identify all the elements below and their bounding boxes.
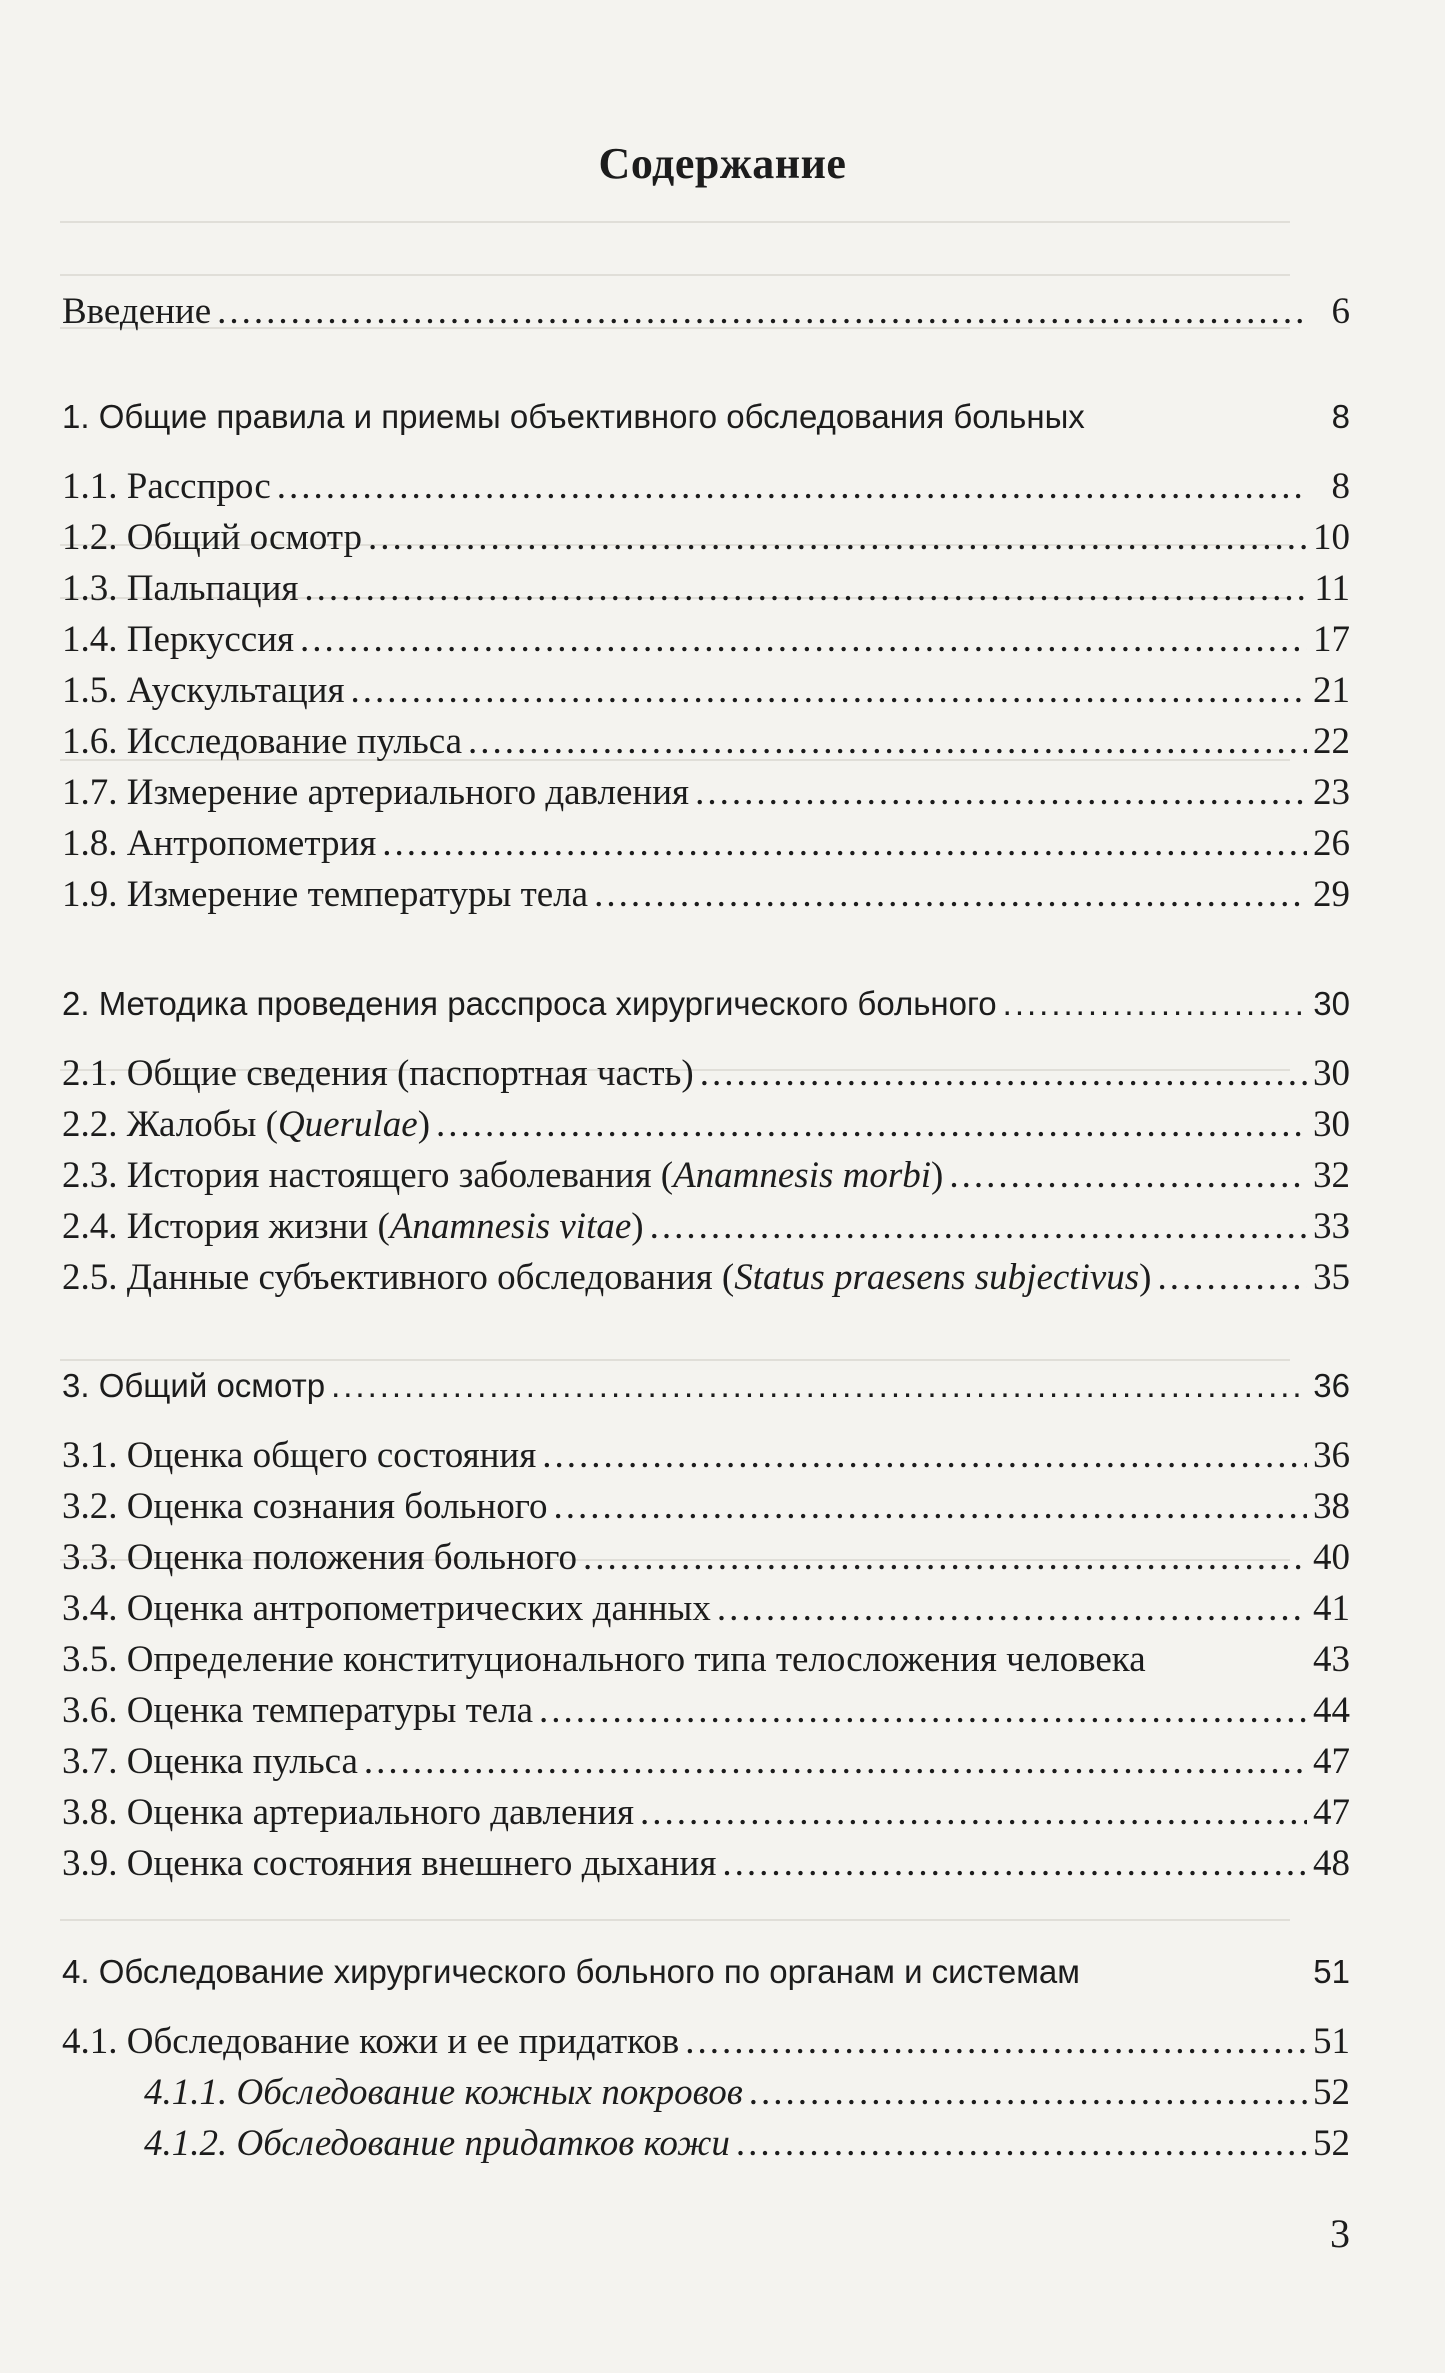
toc-entry-label-close: ) [931, 1155, 944, 1196]
dot-leader [300, 618, 1307, 661]
toc-entry-label-close: ) [1139, 1257, 1152, 1298]
toc-entry[interactable] [62, 1205, 1350, 1257]
dot-leader [350, 669, 1307, 712]
latin-term: Anamnesis morbi [673, 1155, 932, 1196]
dot-leader [583, 1536, 1307, 1579]
toc-entry[interactable] [62, 1256, 1350, 1308]
latin-term: Status praesens subjectivus [734, 1257, 1140, 1298]
toc-entry-page: 22 [1313, 721, 1350, 762]
toc-entry-page: 21 [1313, 670, 1350, 711]
toc-entry-page: 52 [1313, 2072, 1350, 2113]
toc-entry[interactable] [62, 873, 1350, 925]
toc-entry[interactable] [62, 669, 1350, 721]
toc-chapter[interactable] [62, 1953, 1350, 2005]
toc-entry[interactable] [62, 1536, 1350, 1588]
toc-entry[interactable] [62, 1740, 1350, 1792]
toc-entry-label [62, 1103, 430, 1146]
dot-leader [722, 1842, 1307, 1885]
toc-entry-label: 2.1. Общие сведения (паспортная часть) [62, 1053, 694, 1094]
dot-leader [382, 822, 1307, 865]
toc-entry-page: 51 [1313, 2021, 1350, 2062]
toc-entry[interactable] [62, 1052, 1350, 1104]
toc-entry-page: 30 [1313, 1104, 1350, 1145]
dot-leader [304, 567, 1308, 610]
toc-entry-page: 32 [1313, 1155, 1350, 1196]
toc-entry-label: 1. Общие правила и приемы объективного обследования больных [62, 398, 1085, 435]
dot-leader [542, 1434, 1307, 1477]
toc-entry[interactable] [62, 1587, 1350, 1639]
dot-leader [949, 1154, 1307, 1197]
toc-entry-page: 17 [1313, 619, 1350, 660]
toc-entry-label-close: ) [417, 1104, 431, 1145]
toc-entry-page: 51 [1313, 1953, 1350, 1990]
toc-entry-page: 33 [1313, 1206, 1350, 1247]
toc-entry-label: 1.9. Измерение температуры тела [62, 874, 589, 915]
toc-entry-label: 3.7. Оценка пульса [62, 1741, 358, 1782]
toc-entry[interactable] [62, 822, 1350, 874]
toc-entry-label-text: 2.2. Жалобы ( [62, 1104, 278, 1145]
toc-entry[interactable] [62, 1103, 1350, 1155]
toc-chapter[interactable] [62, 398, 1350, 450]
dot-leader [539, 1689, 1307, 1732]
toc-entry-page: 44 [1313, 1690, 1350, 1731]
toc-entry-page: 30 [1313, 985, 1350, 1022]
dot-leader [685, 2020, 1307, 2063]
toc-entry-label: 3.1. Оценка общего состояния [62, 1435, 537, 1476]
dot-leader [1003, 985, 1308, 1023]
toc-entry-label-close: ) [631, 1206, 644, 1247]
toc-entry-label: 1.4. Перкуссия [62, 619, 295, 660]
dot-leader [594, 873, 1307, 916]
page-title: Содержание [598, 139, 847, 188]
dot-leader [331, 1367, 1307, 1405]
toc-entry-label: 3.2. Оценка сознания больного [62, 1486, 548, 1527]
toc-entry-label: 1.3. Пальпация [62, 568, 299, 609]
toc-entry[interactable] [62, 567, 1350, 619]
toc-entry[interactable] [62, 618, 1350, 670]
toc-entry[interactable] [62, 1689, 1350, 1741]
toc-entry-page: 36 [1313, 1435, 1350, 1476]
toc-entry-label: 4.1.1. Обследование кожных покровов [144, 2072, 743, 2113]
toc-entry[interactable] [62, 516, 1350, 568]
toc-entry-label: 3.3. Оценка положения больного [62, 1537, 578, 1578]
toc-entry-label: 1.5. Аускультация [62, 670, 345, 711]
toc-entry-page: 35 [1313, 1257, 1350, 1298]
toc-entry-page: 26 [1313, 823, 1350, 864]
toc-entry-page: 6 [1331, 291, 1350, 332]
toc-entry-label: 3.5. Определение конституционального типа телосложения человека [62, 1639, 1146, 1680]
toc-entry-page: 41 [1313, 1588, 1350, 1629]
toc-entry-page: 40 [1313, 1537, 1350, 1578]
toc-entry-label: 3. Общий осмотр [62, 1367, 326, 1404]
dot-leader [368, 516, 1307, 559]
toc-entry-page: 30 [1313, 1053, 1350, 1094]
toc-entry-label: 1.7. Измерение артериального давления [62, 772, 690, 813]
dot-leader [640, 1791, 1307, 1834]
toc-subentry[interactable] [62, 2122, 1350, 2174]
toc-entry-page: 8 [1331, 398, 1350, 435]
toc-entry-label: 2. Методика проведения расспроса хирургического больного [62, 985, 997, 1022]
toc-entry-page: 11 [1314, 568, 1350, 609]
toc-entry-label: 1.6. Исследование пульса [62, 721, 463, 762]
toc-entry[interactable] [62, 1842, 1350, 1894]
toc-chapter[interactable] [62, 1367, 1350, 1419]
toc-entry[interactable] [62, 465, 1350, 517]
dot-leader [749, 2071, 1307, 2114]
toc-entry-page: 48 [1313, 1843, 1350, 1884]
toc-entry-page: 10 [1313, 517, 1350, 558]
toc-entry[interactable] [62, 1638, 1350, 1690]
toc-chapter[interactable] [62, 985, 1350, 1037]
dot-leader [364, 1740, 1307, 1783]
dot-leader [695, 771, 1307, 814]
toc-entry-label-text: 2.3. История настоящего заболевания ( [62, 1155, 674, 1196]
toc-entry-label: 4.1.2. Обследование придатков кожи [144, 2123, 730, 2164]
dot-leader [436, 1103, 1307, 1146]
toc-entry[interactable] [62, 2020, 1350, 2072]
latin-term: Anamnesis vitae [389, 1206, 632, 1247]
dot-leader [468, 720, 1307, 763]
toc-entry-label [62, 1256, 1152, 1299]
dot-leader [650, 1205, 1307, 1248]
toc-entry-page: 52 [1313, 2123, 1350, 2164]
toc-entry-label-text: 2.5. Данные субъективного обследования ( [62, 1257, 735, 1298]
toc-entry-label: 3.6. Оценка температуры тела [62, 1690, 534, 1731]
toc-entry[interactable] [62, 1791, 1350, 1843]
dot-leader [277, 465, 1308, 508]
toc-entry[interactable] [62, 1434, 1350, 1486]
toc-entry-label [62, 1205, 644, 1248]
toc-entry-page: 8 [1331, 466, 1350, 507]
toc-entry-label: Введение [62, 291, 212, 332]
toc-entry-label: 3.8. Оценка артериального давления [62, 1792, 635, 1833]
dot-leader [717, 1587, 1307, 1630]
toc-entry-page: 38 [1313, 1486, 1350, 1527]
toc-entry-label: 1.1. Расспрос [62, 466, 271, 507]
toc-entry-page: 47 [1313, 1741, 1350, 1782]
toc-entry-label: 4. Обследование хирургического больного по органам и системам [62, 1953, 1080, 1990]
toc-entry[interactable] [62, 720, 1350, 772]
dot-leader [700, 1052, 1307, 1095]
toc-entry-page: 23 [1313, 772, 1350, 813]
toc-entry-page: 43 [1313, 1639, 1350, 1680]
toc-entry[interactable] [62, 1485, 1350, 1537]
toc-entry-label-text: 2.4. История жизни ( [62, 1206, 390, 1247]
toc-entry[interactable] [62, 1154, 1350, 1206]
toc-entry-label: 1.2. Общий осмотр [62, 517, 363, 558]
dot-leader [736, 2122, 1307, 2165]
toc-entry-label: 3.4. Оценка антропометрических данных [62, 1588, 711, 1629]
dot-leader [217, 290, 1308, 333]
toc-subentry[interactable] [62, 2071, 1350, 2123]
toc-entry-page: 29 [1313, 874, 1350, 915]
latin-term: Querulae [277, 1104, 418, 1145]
dot-leader [1158, 1256, 1308, 1299]
dot-leader [553, 1485, 1307, 1528]
toc-entry-page: 36 [1313, 1367, 1350, 1404]
toc-entry[interactable] [62, 290, 1350, 342]
toc-entry-label: 4.1. Обследование кожи и ее придатков [62, 2021, 680, 2062]
page-number: 3 [1330, 2211, 1350, 2256]
toc-entry-label: 1.8. Антропометрия [62, 823, 377, 864]
toc-entry[interactable] [62, 771, 1350, 823]
toc-entry-label: 3.9. Оценка состояния внешнего дыхания [62, 1843, 717, 1884]
toc-entry-label [62, 1154, 943, 1197]
toc-entry-page: 47 [1313, 1792, 1350, 1833]
